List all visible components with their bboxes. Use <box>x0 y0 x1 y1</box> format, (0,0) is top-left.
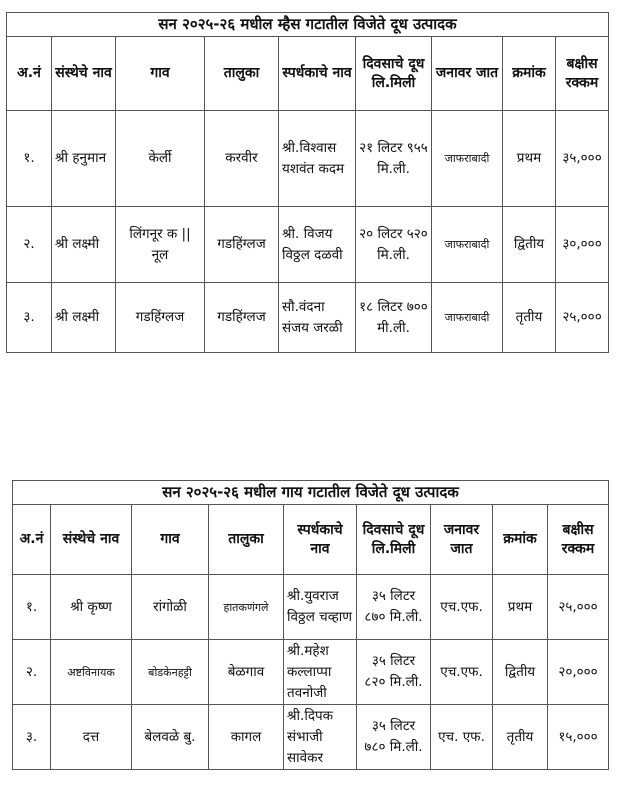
col-header: अ.नं <box>13 505 51 575</box>
table-row <box>7 283 609 353</box>
col-header: बक्षीस रक्कम <box>548 505 609 575</box>
col-header: गाव <box>116 37 205 111</box>
col-header: तालुका <box>205 37 279 111</box>
rank-cell: तृतीय <box>503 283 556 353</box>
serial-cell: ३. <box>13 705 51 770</box>
col-header: गाव <box>132 505 209 575</box>
competitor-cell: सौ.वंदना संजय जरळी <box>279 283 356 353</box>
village-cell: गडहिंग्लज <box>116 283 205 353</box>
village-cell: बेलवळे बु. <box>132 705 209 770</box>
buffalo-winners-table <box>6 12 609 353</box>
rank-cell: प्रथम <box>503 111 556 207</box>
breed-cell: जाफराबादी <box>432 207 503 283</box>
prize-cell: ३५,००० <box>556 111 609 207</box>
col-header: संस्थेचे नाव <box>52 37 116 111</box>
col-header: दिवसाचे दूध लि.मिली <box>357 505 431 575</box>
table-title: सन २०२५-२६ मधील गाय गटातील विजेते दूध उत्पादक <box>13 481 609 505</box>
milk-cell: ३५ लिटर ८७० मि.ली. <box>357 575 431 640</box>
milk-cell: १८ लिटर ७०० मी.ली. <box>356 283 432 353</box>
milk-cell: ३५ लिटर ७८० मि.ली. <box>357 705 431 770</box>
rank-cell: तृतीय <box>493 705 548 770</box>
village-cell: रांगोळी <box>132 575 209 640</box>
table-title: सन २०२५-२६ मधील म्हैस गटातील विजेते दूध उत्पादक <box>7 13 609 37</box>
col-header: दिवसाचे दूध लि.मिली <box>356 37 432 111</box>
table-row <box>13 640 609 705</box>
village-cell: लिंगनूर क || नूल <box>116 207 205 283</box>
competitor-cell: श्री.युवराज विठ्ठल चव्हाण <box>284 575 357 640</box>
rank-cell: द्वितीय <box>493 640 548 705</box>
breed-cell: जाफराबादी <box>432 111 503 207</box>
breed-cell: एच. एफ. <box>431 705 493 770</box>
serial-cell: १. <box>7 111 52 207</box>
serial-cell: ३. <box>7 283 52 353</box>
col-header: तालुका <box>209 505 284 575</box>
prize-cell: २०,००० <box>548 640 609 705</box>
header-row <box>13 505 609 575</box>
competitor-cell: श्री. विजय विठ्ठल दळवी <box>279 207 356 283</box>
rank-cell: प्रथम <box>493 575 548 640</box>
competitor-cell: श्री.दिपक संभाजी सावेकर <box>284 705 357 770</box>
header-row <box>7 37 609 111</box>
society-cell: दत्त <box>51 705 132 770</box>
competitor-cell: श्री.विश्वास यशवंत कदम <box>279 111 356 207</box>
serial-cell: १. <box>13 575 51 640</box>
rank-cell: द्वितीय <box>503 207 556 283</box>
col-header: क्रमांक <box>493 505 548 575</box>
taluka-cell: कागल <box>209 705 284 770</box>
village-cell: केर्ली <box>116 111 205 207</box>
breed-cell: जाफराबादी <box>432 283 503 353</box>
col-header: अ.नं <box>7 37 52 111</box>
cow-winners-table <box>12 480 609 770</box>
society-cell: अष्टविनायक <box>51 640 132 705</box>
taluka-cell: बेळगाव <box>209 640 284 705</box>
col-header: स्पर्धकाचे नाव <box>279 37 356 111</box>
milk-cell: ३५ लिटर ८२० मि.ली. <box>357 640 431 705</box>
col-header: स्पर्धकाचे नाव <box>284 505 357 575</box>
prize-cell: ३०,००० <box>556 207 609 283</box>
col-header: क्रमांक <box>503 37 556 111</box>
table-row <box>13 575 609 640</box>
breed-cell: एच.एफ. <box>431 640 493 705</box>
prize-cell: २५,००० <box>548 575 609 640</box>
taluka-cell: गडहिंग्लज <box>205 283 279 353</box>
col-header: जनावर जात <box>432 37 503 111</box>
taluka-cell: गडहिंग्लज <box>205 207 279 283</box>
competitor-cell: श्री.महेश कल्लाप्पा तवनोजी <box>284 640 357 705</box>
taluka-cell: करवीर <box>205 111 279 207</box>
serial-cell: २. <box>13 640 51 705</box>
society-cell: श्री लक्ष्मी <box>52 207 116 283</box>
prize-cell: १५,००० <box>548 705 609 770</box>
taluka-cell: हातकणंगले <box>209 575 284 640</box>
society-cell: श्री हनुमान <box>52 111 116 207</box>
milk-cell: २१ लिटर ९५५ मि.ली. <box>356 111 432 207</box>
village-cell: बोडकेनहट्टी <box>132 640 209 705</box>
serial-cell: २. <box>7 207 52 283</box>
col-header: बक्षीस रक्कम <box>556 37 609 111</box>
table-row <box>7 111 609 207</box>
society-cell: श्री कृष्ण <box>51 575 132 640</box>
prize-cell: २५,००० <box>556 283 609 353</box>
col-header: जनावर जात <box>431 505 493 575</box>
milk-cell: २० लिटर ५२० मि.ली. <box>356 207 432 283</box>
col-header: संस्थेचे नाव <box>51 505 132 575</box>
table-row <box>7 207 609 283</box>
society-cell: श्री लक्ष्मी <box>52 283 116 353</box>
breed-cell: एच.एफ. <box>431 575 493 640</box>
table-row <box>13 705 609 770</box>
